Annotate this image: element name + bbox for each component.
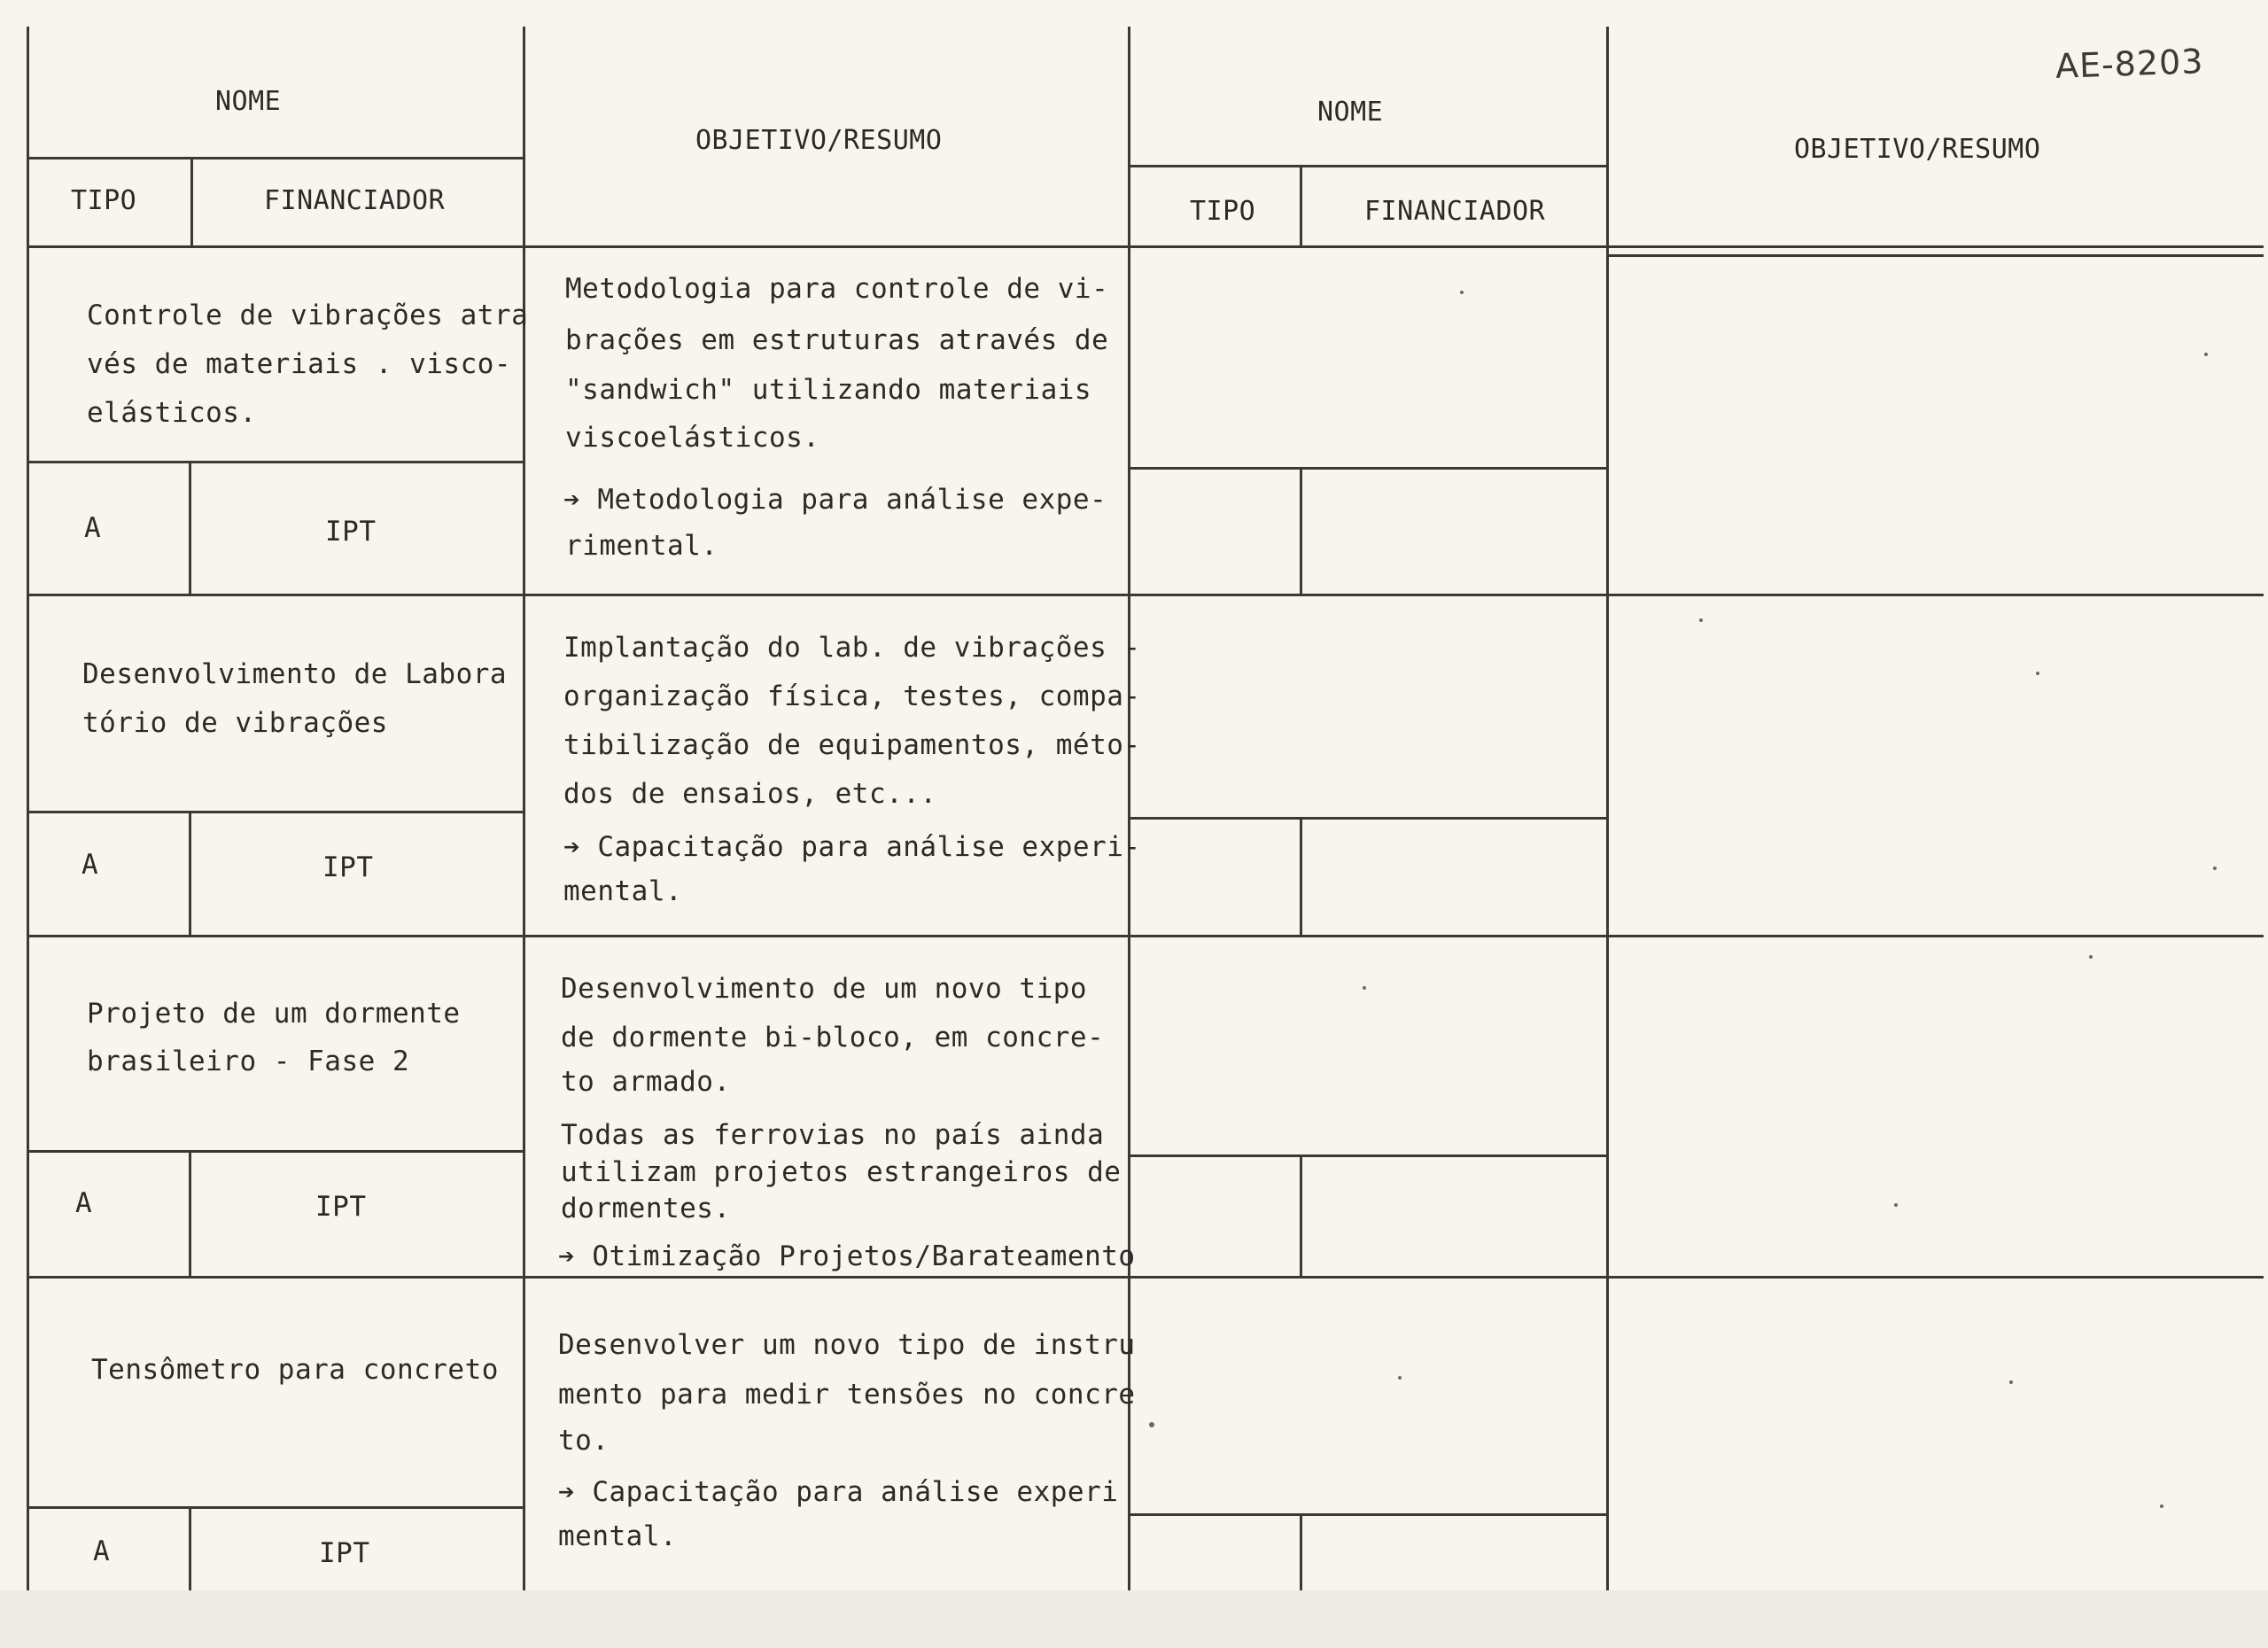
row-tipo: A xyxy=(93,1535,111,1567)
row-financiador: IPT xyxy=(319,1537,370,1569)
header-financiador: FINANCIADOR xyxy=(264,185,446,216)
row-objetivo-line: dos de ensaios, etc... xyxy=(563,778,937,810)
row-objetivo-line: to armado. xyxy=(561,1066,731,1098)
row-nome-line: Projeto de um dormente xyxy=(87,998,461,1030)
row-objetivo-line: Metodologia para controle de vi- xyxy=(565,273,1109,305)
row-objetivo-line: Desenvolver um novo tipo de instru xyxy=(558,1329,1136,1361)
header-objetivo: OBJETIVO/RESUMO xyxy=(695,125,943,156)
row-resultado-line: mental. xyxy=(558,1520,678,1552)
row-resultado-line: ➔ Capacitação para análise experi- xyxy=(563,831,1141,863)
row-objetivo-line: mento para medir tensões no concre xyxy=(558,1379,1136,1411)
row-resultado-line: rimental. xyxy=(565,530,718,562)
row-objetivo-line: Todas as ferrovias no país ainda xyxy=(561,1119,1105,1151)
row-nome-line: Controle de vibrações atra xyxy=(87,299,529,331)
row-objetivo-line: "sandwich" utilizando materiais xyxy=(565,374,1092,406)
row-objetivo-line: Desenvolvimento de um novo tipo xyxy=(561,973,1088,1005)
row-resultado-line: ➔ Metodologia para análise expe- xyxy=(563,484,1107,516)
row-nome-line: Tensômetro para concreto xyxy=(91,1354,499,1386)
row-objetivo-line: tibilização de equipamentos, méto- xyxy=(563,729,1141,761)
row-financiador: IPT xyxy=(322,851,374,883)
header-tipo-right: TIPO xyxy=(1190,196,1256,227)
row-financiador: IPT xyxy=(325,516,377,548)
row-objetivo-line: to. xyxy=(558,1425,610,1457)
row-objetivo-line: utilizam projetos estrangeiros de xyxy=(561,1156,1122,1188)
row-financiador: IPT xyxy=(315,1191,367,1223)
document-stamp: AE-8203 xyxy=(2054,42,2205,86)
header-financiador-right: FINANCIADOR xyxy=(1364,196,1546,227)
header-nome-right: NOME xyxy=(1317,97,1384,128)
row-objetivo-line: de dormente bi-bloco, em concre- xyxy=(561,1022,1105,1053)
row-nome-line: elásticos. xyxy=(87,397,257,429)
header-objetivo-right: OBJETIVO/RESUMO xyxy=(1794,134,2041,165)
header-tipo: TIPO xyxy=(71,185,137,216)
header-nome: NOME xyxy=(215,86,282,117)
row-nome-line: brasileiro - Fase 2 xyxy=(87,1046,410,1077)
row-nome-line: Desenvolvimento de Labora xyxy=(82,658,508,690)
row-tipo: A xyxy=(75,1187,93,1219)
row-resultado-line: mental. xyxy=(563,875,683,907)
row-objetivo-line: organização física, testes, compa- xyxy=(563,680,1141,712)
row-tipo: A xyxy=(82,849,99,881)
row-objetivo-line: dormentes. xyxy=(561,1193,731,1224)
row-nome-line: tório de vibrações xyxy=(82,707,388,739)
row-objetivo-line: viscoelásticos. xyxy=(565,422,820,454)
row-resultado-line: ➔ Capacitação para análise experi xyxy=(558,1476,1119,1508)
row-tipo: A xyxy=(84,512,102,544)
row-objetivo-line: Implantação do lab. de vibrações - xyxy=(563,632,1141,664)
row-objetivo-line: brações em estruturas através de xyxy=(565,324,1109,356)
row-resultado-line: ➔ Otimização Projetos/Barateamento xyxy=(558,1240,1136,1272)
row-nome-line: vés de materiais . visco- xyxy=(87,348,512,380)
